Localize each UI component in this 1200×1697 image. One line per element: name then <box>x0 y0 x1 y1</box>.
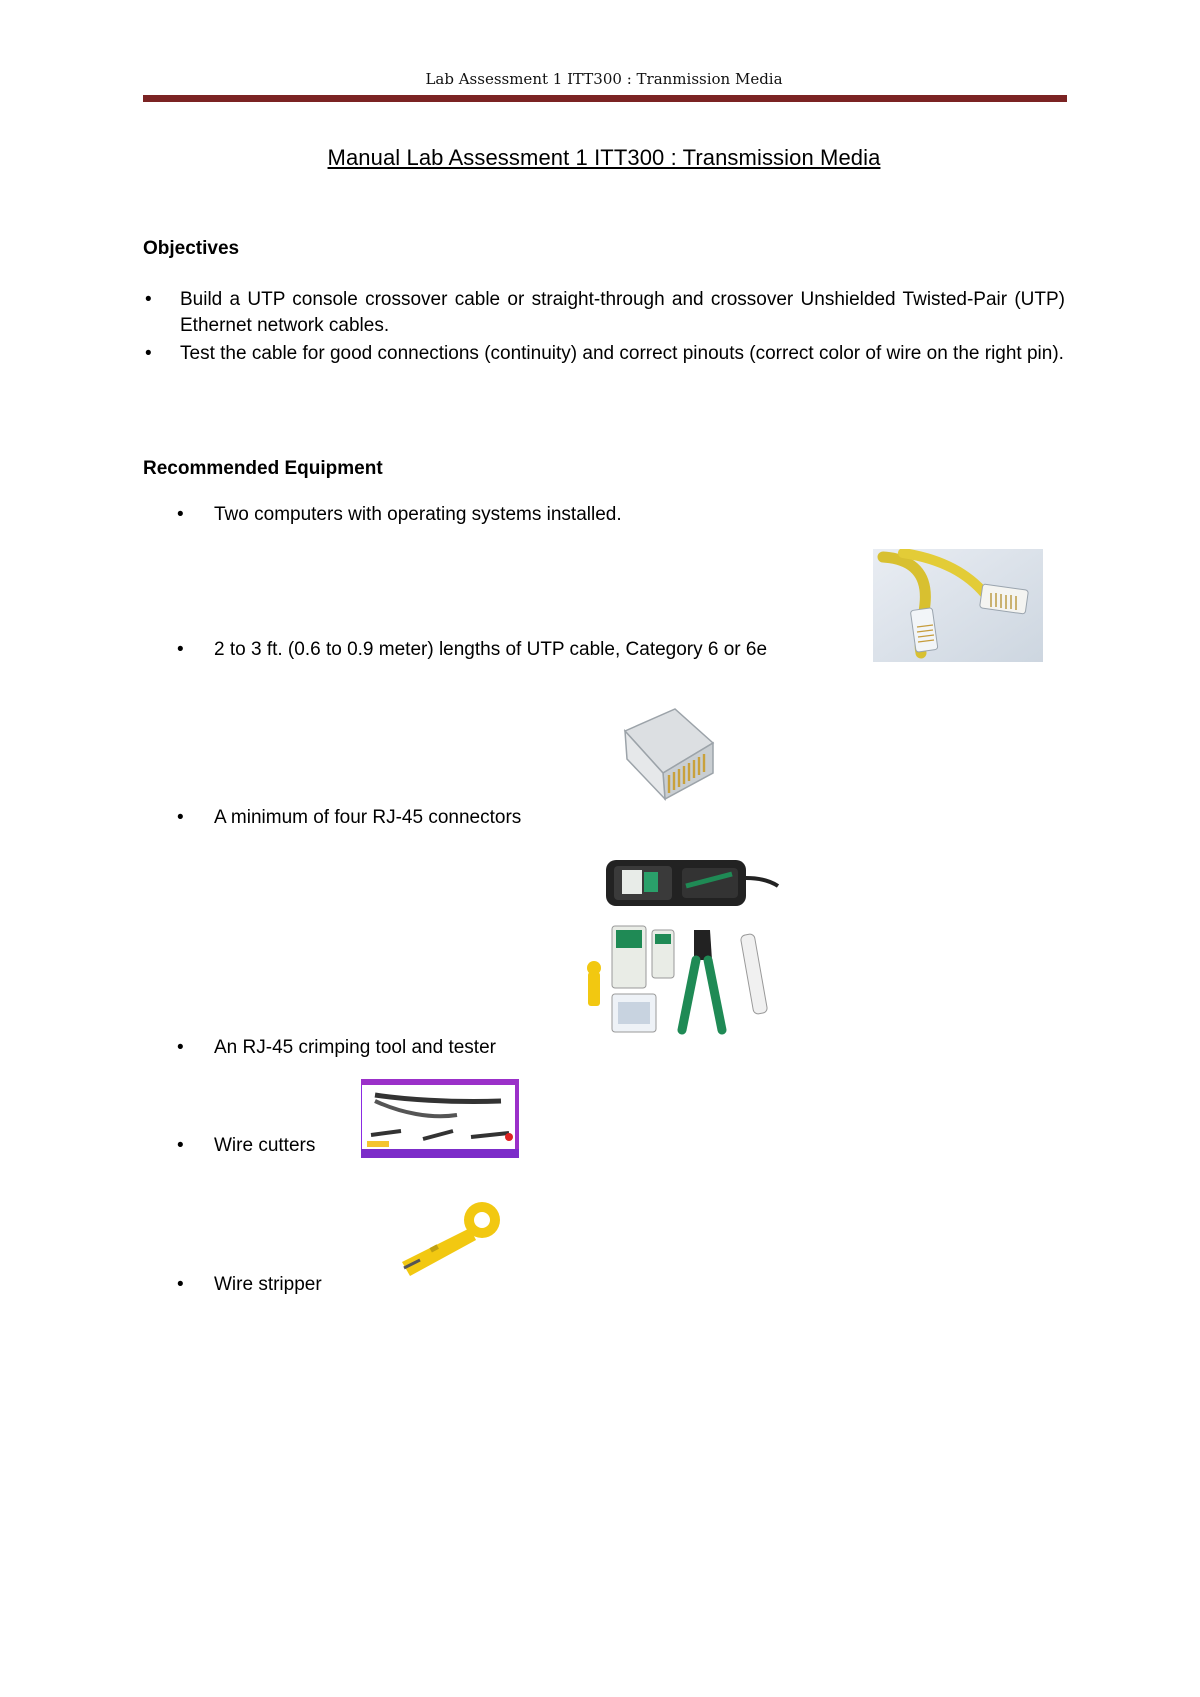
header-rule <box>143 95 1067 102</box>
rj45-connector-icon <box>617 703 719 803</box>
equipment-text: An RJ-45 crimping tool and tester <box>214 1037 496 1058</box>
rj45-connector-photo <box>617 703 719 803</box>
crimping-tool-kit-photo <box>582 854 786 1039</box>
bullet: • <box>177 1274 184 1295</box>
equipment-text: Wire cutters <box>214 1135 316 1156</box>
wire-stripper-photo <box>390 1198 503 1282</box>
utp-cable-photo <box>873 549 1043 662</box>
equipment-text: Two computers with operating systems installed. <box>214 504 622 525</box>
bullet: • <box>177 1037 184 1058</box>
wire-stripper-icon <box>390 1198 503 1282</box>
bullet: • <box>177 504 184 525</box>
bullet: • <box>145 343 152 364</box>
bullet: • <box>177 639 184 660</box>
wire-cutters-icon <box>361 1079 519 1158</box>
crimping-tool-kit-icon <box>582 854 786 1039</box>
equipment-text: Wire stripper <box>214 1274 322 1295</box>
objective-text: Test the cable for good connections (continuity) and correct pinouts (correct color of wire on the right pin). <box>180 343 1064 364</box>
wire-cutters-photo <box>361 1079 519 1158</box>
utp-cable-icon <box>873 549 1043 662</box>
objective-text: Build a UTP console crossover cable or straight-through and crossover Unshielded Twisted-Pair (UTP) Ethernet network cables. <box>180 289 1065 336</box>
running-header: Lab Assessment 1 ITT300 : Tranmission Media <box>425 70 783 88</box>
objectives-heading: Objectives <box>143 238 240 259</box>
equipment-text: 2 to 3 ft. (0.6 to 0.9 meter) lengths of UTP cable, Category 6 or 6e <box>214 639 768 660</box>
objective-item <box>143 287 1065 339</box>
objectives-list <box>143 287 1065 369</box>
bullet: • <box>177 807 184 828</box>
equipment-text: A minimum of four RJ-45 connectors <box>214 807 522 828</box>
objective-item <box>143 341 1065 367</box>
bullet: • <box>177 1135 184 1156</box>
bullet: • <box>145 289 152 310</box>
document-title: Manual Lab Assessment 1 ITT300 : Transmission Media <box>327 145 881 170</box>
equipment-heading: Recommended Equipment <box>143 458 383 479</box>
